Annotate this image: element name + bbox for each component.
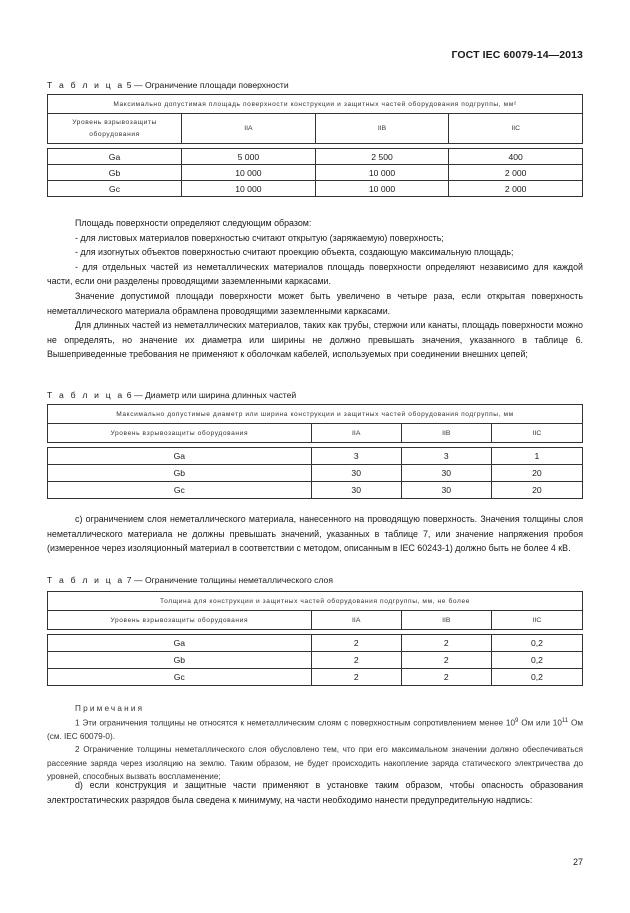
table5-col-iic: IIC [449,114,583,144]
table6-level: Gc [48,482,312,499]
note-1-exponent-1: 9 [515,718,519,725]
table7-caption-text: 7 — Ограничение толщины неметаллического слоя [124,575,333,585]
table-row [48,669,583,686]
document-code: ГОСТ IEC 60079-14—2013 [451,49,583,61]
paragraph: Значение допустимой площади поверхности может быть увеличено в четыре раза, если открытая поверхность неметаллического материала обрамлена проводящими заземленными каркасами. [47,290,583,316]
body-text-surface-area [47,216,583,362]
table7-row-header: Уровень взрывозащиты оборудования [48,611,312,630]
note-1-text-c: Ом (см. IEC 60079-0). [47,718,583,742]
table5-col-iib: IIB [315,114,449,144]
table-row [48,181,583,197]
table6-cell: 20 [491,482,582,499]
note-1 [47,715,583,743]
table7-cell: 2 [311,669,401,686]
table7-cell: 2 [311,635,401,652]
table5-cell: 400 [449,149,583,165]
table6-cell: 30 [401,465,491,482]
table5-col-iia: IIA [182,114,316,144]
table-row [48,652,583,669]
table6-caption-text: 6 — Диаметр или ширина длинных частей [124,390,297,400]
table5-row-header-line1: Уровень взрывозащиты [72,118,157,126]
paragraph: d) если конструкция и защитные части применяют в установке таким образом, чтобы опасность образования электростатических разрядов была сведена к минимуму, на части необходимо нанести предупредительную надпись: [47,780,583,805]
note-2: 2 Ограничение толщины неметаллического слоя обусловлено тем, что при его максимальном значении должно обеспечиваться рассеяние заряда через изоляцию на землю. Таким образом, не будет происходить накопление заряда статического электричества до уровней, способных вызвать воспламенение; [47,745,583,781]
table7-level: Gc [48,669,312,686]
note-1-text-a: 1 Эти ограничения толщины не относятся к неметаллическим слоям с поверхностным сопротивлением менее 10 [75,718,516,728]
table7-level: Ga [48,635,312,652]
table6-cell: 30 [401,482,491,499]
table7-cell: 0,2 [491,669,582,686]
table-row [48,482,583,499]
table5-row-header-line2: оборудования [89,130,140,138]
table-row [48,165,583,181]
table6-cell: 20 [491,465,582,482]
note-1-exponent-2: 11 [561,718,569,725]
table5-cell: 5 000 [182,149,316,165]
table7-cell: 2 [311,652,401,669]
table6-cell: 1 [491,448,582,465]
table6-col-iia: IIA [311,424,401,443]
table7-col-iic: IIC [491,611,582,630]
table5-level: Gb [48,165,182,181]
table-row [48,149,583,165]
table5-caption-prefix: Т а б л и ц а [47,80,125,90]
table-row [48,465,583,482]
table5-level: Gc [48,181,182,197]
note-1-text-b: Ом или 10 [518,718,562,728]
table7 [47,591,583,686]
table7-cell: 2 [401,652,491,669]
paragraph: Для длинных частей из неметаллических материалов, таких как трубы, стержни или канаты, площадь поверхности можно не определять, но значение их диаметра или ширины не должно превышать значения, указанного в таблице 6. Вышеприведенные требования не применяют к оболочкам кабелей, используемых при соединении внешних цепей; [47,320,583,360]
body-text-layer-limit [47,512,583,556]
table7-caption-prefix: Т а б л и ц а [47,575,125,585]
table5-row-header [48,114,182,144]
table6-caption [47,390,296,400]
paragraph: - для отдельных частей из неметаллических материалов площадь поверхности определяют независимо для каждой части, если они разделены проводящими заземленными каркасами. [47,261,583,287]
table7-cell: 2 [401,635,491,652]
table5-level: Ga [48,149,182,165]
table6-level: Ga [48,448,312,465]
table5-title: Максимально допустимая площадь поверхности конструкции и защитных частей оборудования подгруппы, мм² [48,95,583,114]
table5-caption [47,80,289,90]
table7-cell: 0,2 [491,635,582,652]
table5-caption-text: 5 — Ограничение площади поверхности [124,80,289,90]
table-row [48,448,583,465]
table7-cell: 0,2 [491,652,582,669]
table6-cell: 3 [401,448,491,465]
table6-title: Максимально допустимые диаметр или ширина конструкции и защитных частей оборудования подгруппы, мм [48,405,583,424]
table6-caption-prefix: Т а б л и ц а [47,390,125,400]
table7-level: Gb [48,652,312,669]
table6-cell: 30 [311,465,401,482]
paragraph: с) ограничением слоя неметаллического материала, нанесенного на проводящую поверхность. Значения толщины слоя неметаллического материала не должны превышать значений, указанных в таблице 7, или значение напряжения пробоя (измеренное через изоляционный материал в соответствии с методом, описанным в IEC 60243-1) должно быть не более 4 кВ. [47,514,583,554]
notes-block [47,702,583,783]
table5 [47,94,583,197]
table5-cell: 10 000 [182,165,316,181]
notes-heading: Примечания [75,704,145,713]
page-number: 27 [572,857,583,867]
table7-title: Толщина для конструкции и защитных частей оборудования подгруппы, мм, не более [48,592,583,611]
table5-cell: 10 000 [182,181,316,197]
table6-cell: 30 [311,482,401,499]
table5-cell: 2 000 [449,165,583,181]
paragraph: - для листовых материалов поверхностью считают открытую (заряжаемую) поверхность; [75,232,444,243]
table7-col-iia: IIA [311,611,401,630]
table6-col-iib: IIB [401,424,491,443]
paragraph: - для изогнутых объектов поверхностью считают проекцию объекта, создающую максимальную площадь; [75,247,514,258]
table5-cell: 2 000 [449,181,583,197]
table5-cell: 2 500 [315,149,449,165]
table6-row-header: Уровень взрывозащиты оборудования [48,424,312,443]
table5-cell: 10 000 [315,165,449,181]
table6-cell: 3 [311,448,401,465]
paragraph: Площадь поверхности определяют следующим образом: [75,218,312,228]
table6-col-iic: IIC [491,424,582,443]
table6 [47,404,583,499]
table5-cell: 10 000 [315,181,449,197]
table6-level: Gb [48,465,312,482]
table7-caption [47,575,333,585]
body-text-warning [47,778,583,807]
table7-cell: 2 [401,669,491,686]
table-row [48,635,583,652]
table7-col-iib: IIB [401,611,491,630]
